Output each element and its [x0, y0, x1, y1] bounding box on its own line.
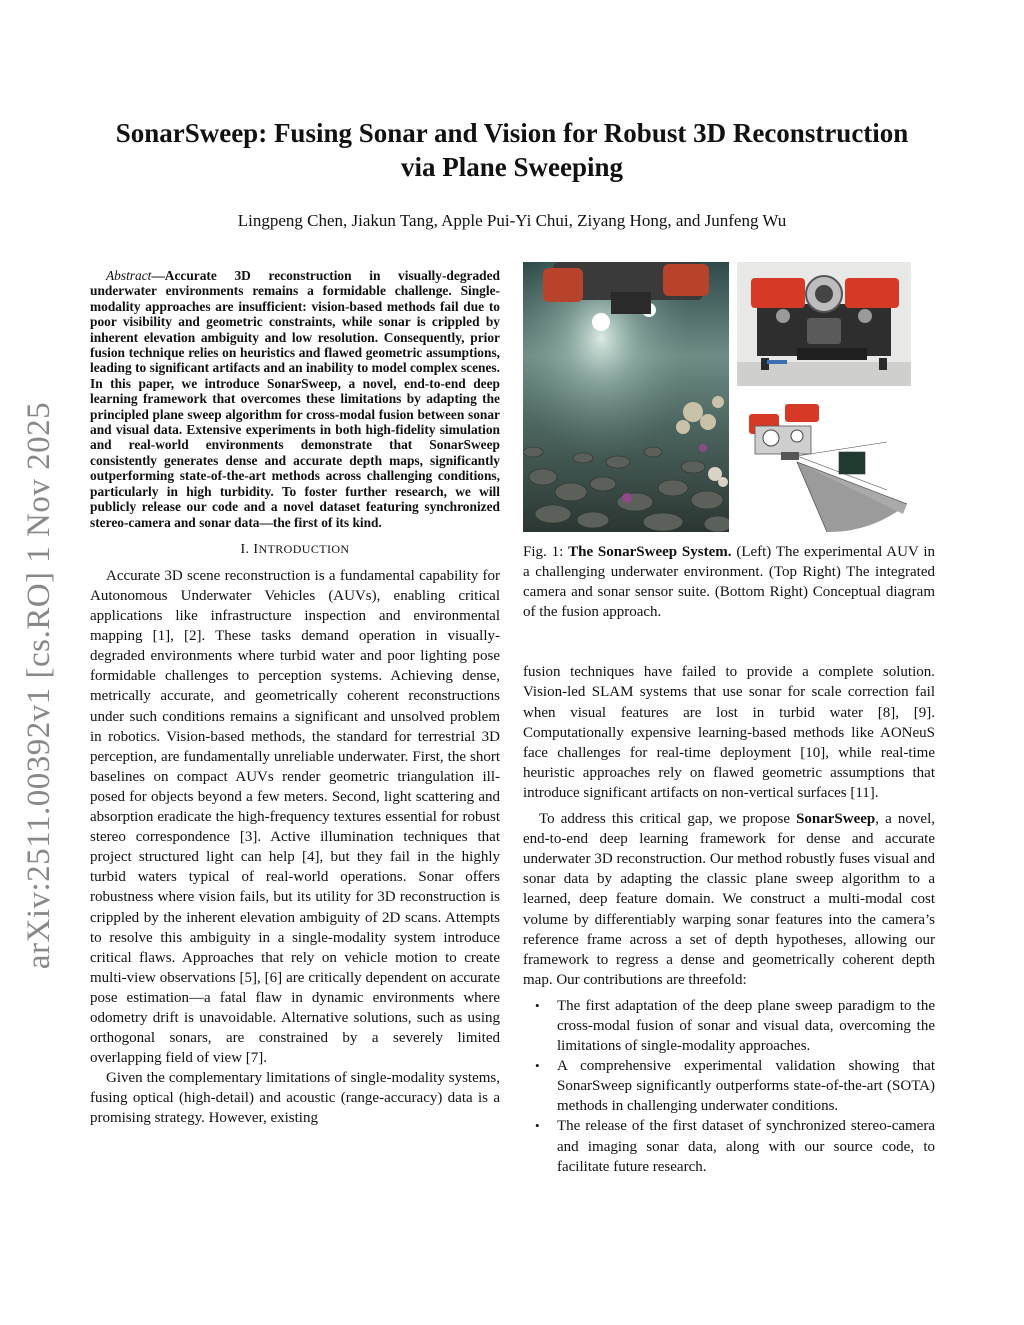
figure-caption	[523, 542, 935, 622]
contribution-text-1: The first adaptation of the deep plane sweep paradigm to the cross-modal fusion of sonar and visual data, overcoming the limitations of single-modality approaches.	[557, 997, 935, 1055]
abstract-dash: —	[151, 268, 165, 283]
sensor-suite-photo	[737, 262, 911, 386]
title-line-2: via Plane Sweeping	[400, 152, 623, 182]
sensor-suite-illustration	[737, 262, 911, 386]
title-line-1: SonarSweep: Fusing Sonar and Vision for Robust 3D Reconstruction	[115, 118, 909, 148]
right-p2-before: To address this critical gap, we propose	[539, 811, 797, 828]
arxiv-stamp-text: arXiv:2511.00392v1 [cs.RO] 1 Nov 2025	[21, 401, 58, 969]
section-title-initial: I	[253, 541, 259, 557]
contributions-list	[523, 996, 935, 1177]
contribution-item-1	[535, 996, 935, 1056]
underwater-auv-photo	[523, 262, 729, 532]
contribution-item-2	[535, 1056, 935, 1116]
right-paragraph-2	[523, 809, 935, 990]
caption-text: (Left) The experimental AUV in a challenging underwater environment. (Top Right) The integrated camera and sonar sensor suite. (Bottom Right) Conceptual diagram of the fusion approach.	[523, 544, 936, 621]
right-column-text	[523, 662, 935, 1176]
right-paragraph-1: fusion techniques have failed to provide a complete solution. Vision-led SLAM systems that use sonar for scale correction fail when visual features are lost in turbid water [8], [9]. Computationally expensive learning-based methods like AONeuS face challenges for real-time deployment [10], while real-time heuristic approaches rely on flawed geometric assumptions that introduce significant artifacts on non-vertical surfaces [11].	[523, 664, 935, 801]
paper-title	[90, 116, 934, 184]
section-heading-introduction	[90, 542, 500, 558]
intro-paragraph-2: Given the complementary limitations of single-modality systems, fusing optical (high-detail) and acoustic (range-accuracy) data is a promising strategy. However, existing	[90, 1070, 500, 1127]
caption-label: Fig. 1:	[523, 544, 564, 560]
right-column	[523, 262, 935, 1177]
contribution-item-3	[535, 1116, 935, 1176]
abstract-label: Abstract	[106, 268, 152, 283]
bullet-icon: •	[535, 997, 540, 1013]
right-p2-bold: SonarSweep	[796, 811, 876, 828]
arxiv-side-stamp	[10, 380, 70, 990]
right-p2-after: , a novel, end-to-end deep learning framework for dense and accurate underwater 3D reconstruction. Our method robustly fuses visual and sonar data by adapting the classic plane sweep algorithm to a learned, deep feature domain. We construct a multi-modal cost volume by differentiably warping sonar features into the camera’s reference frame across a set of depth hypotheses, allowing our framework to regress a dense and geometrically coherent depth map. Our contributions are threefold:	[523, 811, 935, 988]
abstract	[90, 268, 500, 530]
left-column	[90, 268, 500, 1129]
fusion-concept-diagram	[737, 394, 911, 534]
contribution-text-2: A comprehensive experimental validation showing that SonarSweep significantly outperforms state-of-the-art (SOTA) methods in challenging underwater conditions.	[557, 1058, 935, 1115]
caption-bold-title: The SonarSweep System.	[568, 544, 732, 560]
bullet-icon: •	[535, 1118, 540, 1134]
figure-1	[523, 262, 935, 534]
underwater-scene-illustration	[523, 262, 729, 532]
bullet-icon: •	[535, 1058, 540, 1074]
author-list: Lingpeng Chen, Jiakun Tang, Apple Pui-Yi Chui, Ziyang Hong, and Junfeng Wu	[237, 211, 787, 230]
fusion-diagram-illustration	[737, 394, 911, 534]
section-number: I.	[240, 541, 250, 557]
intro-paragraph-1: Accurate 3D scene reconstruction is a fundamental capability for Autonomous Underwater Vehicles (AUVs), enabling critical applications like infrastructure inspection and environmental mapping [1], [2]. These tasks demand operation in visually-degraded environments where turbid water and poor lighting pose formidable challenges to perception systems. Achieving dense, metrically accurate, and geometrically coherent reconstructions under such conditions remains a significant and unsolved problem in robotics. Vision-based methods, the standard for terrestrial 3D perception, are fundamentally unreliable underwater. First, the short baselines on compact AUVs render geometric triangulation ill-posed for objects beyond a few meters. Second, light scattering and absorption eradicate the high-frequency textures essential for robust stereo correspondence [3]. Active illumination techniques that project structured light can help [4], but they fail in the highly turbid waters typical of real-world operations. Sonar offers robustness where vision fails, but its utility for 3D reconstruction is crippled by the inherent elevation ambiguity of 2D scans. Attempts to resolve this ambiguity in a single-modality system introduce critical flaws. Approaches that rely on vehicle motion to create multi-view observations [5], [6] are critically dependent on accurate pose estimation—a fatal flaw in dynamic environments where odometry drift is unavoidable. Alternative solutions, such as using orthogonal sonars, are constrained by a severely limited overlapping field of view [7].	[90, 567, 500, 1067]
figure-right-panels	[737, 262, 911, 534]
abstract-text: Accurate 3D reconstruction in visually-degraded underwater environments remains a formidable challenge. Single-modality approaches are insufficient: vision-based methods fail due to poor visibility and geometric constraints, while sonar is crippled by inherent elevation ambiguity and low resolution. Consequently, prior fusion technique relies on heuristics and flawed geometric assumptions, leading to significant artifacts and an inability to model complex scenes. In this paper, we introduce SonarSweep, a novel, end-to-end deep learning framework that overcomes these limitations by adapting the principled plane sweep algorithm for cross-modal fusion between sonar and visual data. Extensive experiments in both high-fidelity simulation and real-world environments demonstrate that SonarSweep consistently generates dense and accurate depth maps, significantly outperforming state-of-the-art methods across challenging conditions, particularly in high turbidity. To foster further research, we will publicly release our code and a novel dataset featuring synchronized stereo-camera and sonar data—the first of its kind.	[90, 268, 500, 530]
contribution-text-3: The release of the first dataset of synchronized stereo-camera and imaging sonar data, along with our source code, to facilitate future research.	[557, 1118, 935, 1175]
section-title-rest: NTRODUCTION	[258, 541, 350, 556]
